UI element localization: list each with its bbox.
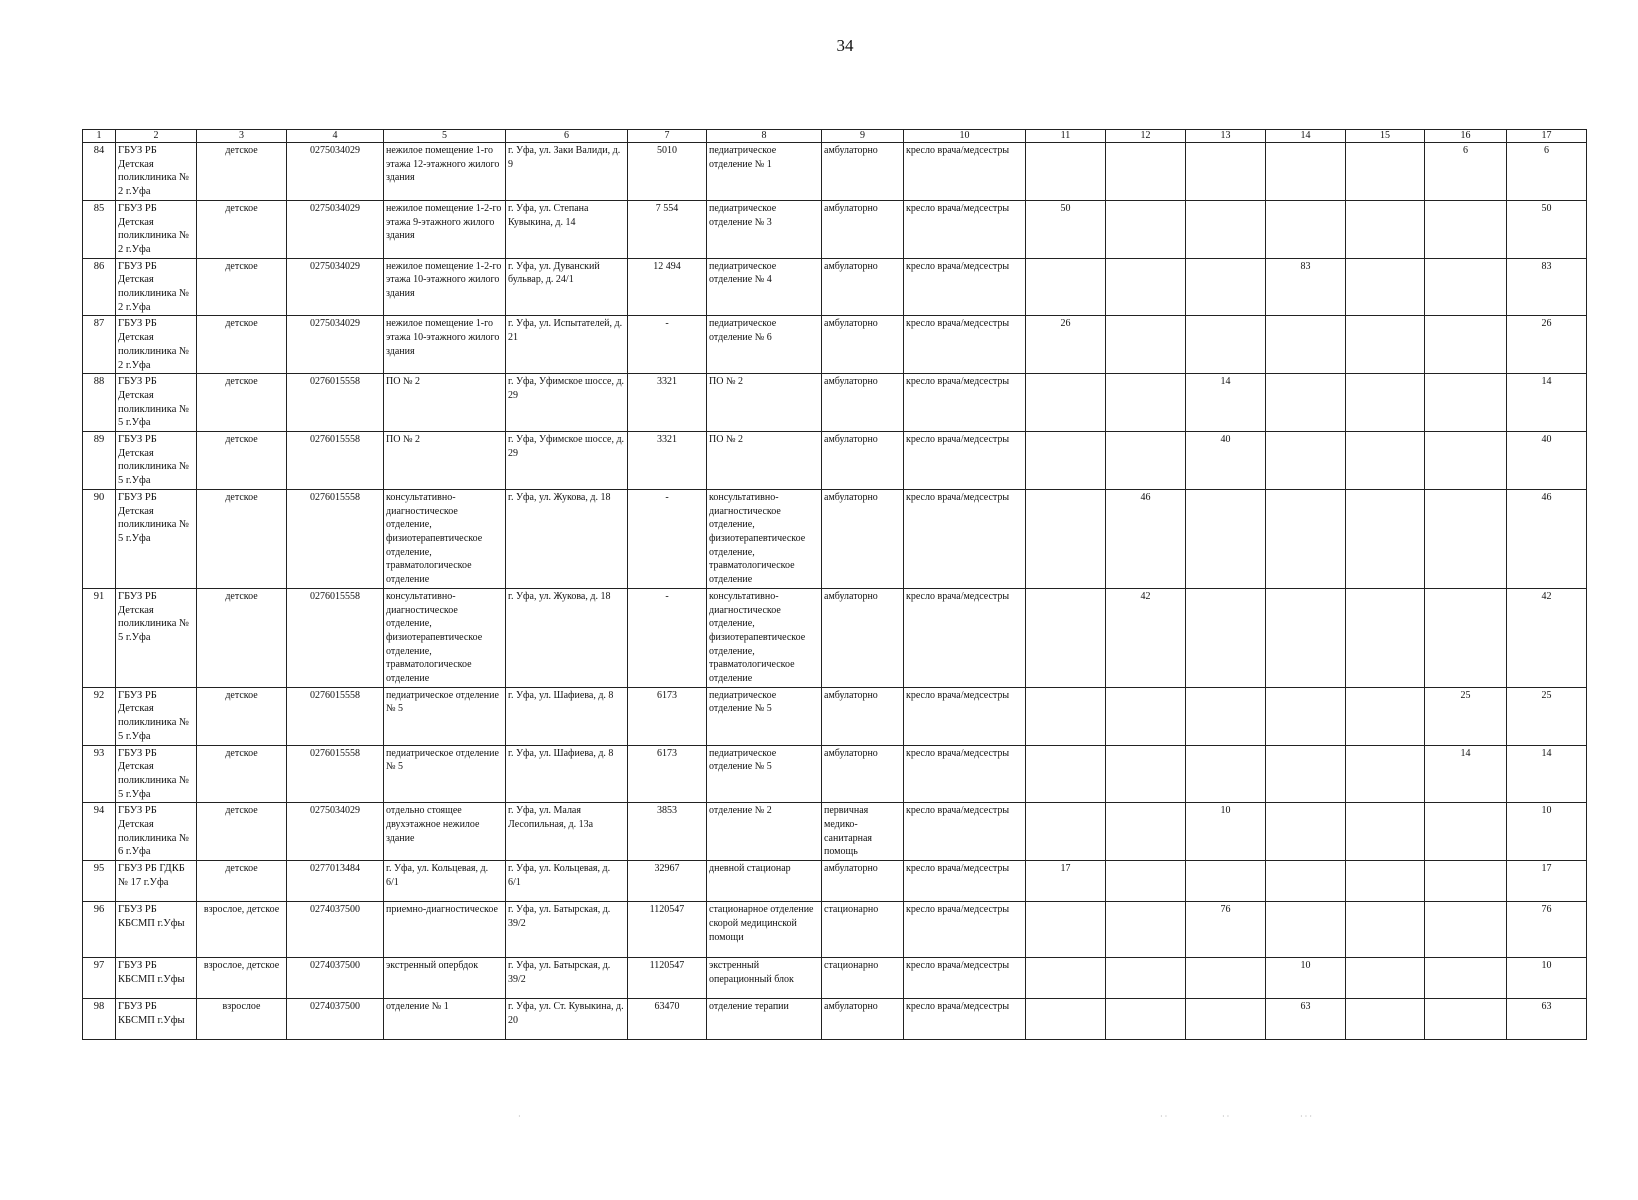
cell-inn: 0276015558 <box>287 489 384 588</box>
cell-inn: 0276015558 <box>287 432 384 490</box>
cell-c14 <box>1266 803 1346 861</box>
column-header: 13 <box>1186 130 1266 143</box>
cell-c13 <box>1186 999 1266 1040</box>
table-row <box>83 999 1587 1040</box>
cell-n: 93 <box>83 745 116 803</box>
cell-n: 89 <box>83 432 116 490</box>
cell-c16: 14 <box>1425 745 1507 803</box>
cell-c12 <box>1106 258 1186 316</box>
cell-inn: 0276015558 <box>287 374 384 432</box>
cell-c14: 10 <box>1266 958 1346 999</box>
cell-area: 5010 <box>628 143 707 201</box>
cell-mode: амбулаторно <box>822 432 904 490</box>
column-header: 4 <box>287 130 384 143</box>
cell-area: 3321 <box>628 374 707 432</box>
column-header: 17 <box>1507 130 1587 143</box>
cell-n: 97 <box>83 958 116 999</box>
cell-n: 85 <box>83 200 116 258</box>
cell-c15 <box>1346 803 1425 861</box>
cell-equipment: кресло врача/медсестры <box>904 902 1026 958</box>
cell-c11 <box>1026 258 1106 316</box>
cell-mode: амбулаторно <box>822 687 904 745</box>
cell-area: 6173 <box>628 745 707 803</box>
table-row <box>83 374 1587 432</box>
cell-type: детское <box>197 200 287 258</box>
cell-org: ГБУЗ РБ Детская поликлиника № 2 г.Уфа <box>116 258 197 316</box>
cell-equipment: кресло врача/медсестры <box>904 374 1026 432</box>
cell-c14 <box>1266 432 1346 490</box>
cell-c16 <box>1425 316 1507 374</box>
cell-c17: 46 <box>1507 489 1587 588</box>
cell-n: 90 <box>83 489 116 588</box>
cell-unit: отделение № 2 <box>707 803 822 861</box>
table-row <box>83 432 1587 490</box>
cell-address: г. Уфа, ул. Малая Лесопильная, д. 13а <box>506 803 628 861</box>
column-header: 9 <box>822 130 904 143</box>
cell-c16 <box>1425 861 1507 902</box>
cell-c11 <box>1026 958 1106 999</box>
cell-address: г. Уфа, ул. Батырская, д. 39/2 <box>506 902 628 958</box>
cell-mode: амбулаторно <box>822 200 904 258</box>
cell-c15 <box>1346 588 1425 687</box>
cell-unit: педиатрическое отделение № 5 <box>707 745 822 803</box>
cell-premises: педиатрическое отделение № 5 <box>384 745 506 803</box>
cell-c11 <box>1026 432 1106 490</box>
cell-mode: амбулаторно <box>822 999 904 1040</box>
cell-c14 <box>1266 200 1346 258</box>
cell-n: 94 <box>83 803 116 861</box>
cell-area: 3321 <box>628 432 707 490</box>
cell-c13 <box>1186 588 1266 687</box>
cell-inn: 0277013484 <box>287 861 384 902</box>
cell-c15 <box>1346 745 1425 803</box>
cell-mode: амбулаторно <box>822 745 904 803</box>
cell-area: - <box>628 489 707 588</box>
cell-c12 <box>1106 745 1186 803</box>
cell-c13 <box>1186 258 1266 316</box>
cell-c13 <box>1186 200 1266 258</box>
column-header: 16 <box>1425 130 1507 143</box>
cell-c11 <box>1026 745 1106 803</box>
cell-address: г. Уфа, Уфимское шоссе, д. 29 <box>506 432 628 490</box>
cell-org: ГБУЗ РБ Детская поликлиника № 5 г.Уфа <box>116 745 197 803</box>
cell-type: детское <box>197 687 287 745</box>
column-header: 1 <box>83 130 116 143</box>
cell-c17: 26 <box>1507 316 1587 374</box>
cell-mode: амбулаторно <box>822 489 904 588</box>
cell-c15 <box>1346 958 1425 999</box>
table-row <box>83 687 1587 745</box>
cell-c14 <box>1266 745 1346 803</box>
cell-c16 <box>1425 489 1507 588</box>
cell-premises: ПО № 2 <box>384 374 506 432</box>
cell-inn: 0276015558 <box>287 588 384 687</box>
cell-c16 <box>1425 588 1507 687</box>
cell-inn: 0274037500 <box>287 902 384 958</box>
cell-c12 <box>1106 902 1186 958</box>
cell-unit: стационарное отделение скорой медицинской помощи <box>707 902 822 958</box>
cell-equipment: кресло врача/медсестры <box>904 489 1026 588</box>
cell-address: г. Уфа, ул. Испытателей, д. 21 <box>506 316 628 374</box>
cell-equipment: кресло врача/медсестры <box>904 143 1026 201</box>
cell-c15 <box>1346 999 1425 1040</box>
cell-c15 <box>1346 432 1425 490</box>
cell-area: - <box>628 588 707 687</box>
cell-org: ГБУЗ РБ Детская поликлиника № 5 г.Уфа <box>116 489 197 588</box>
cell-type: взрослое, детское <box>197 902 287 958</box>
cell-c12 <box>1106 316 1186 374</box>
cell-c13: 76 <box>1186 902 1266 958</box>
cell-n: 98 <box>83 999 116 1040</box>
cell-c11: 50 <box>1026 200 1106 258</box>
cell-c12 <box>1106 200 1186 258</box>
cell-type: детское <box>197 316 287 374</box>
cell-type: детское <box>197 258 287 316</box>
cell-org: ГБУЗ РБ Детская поликлиника № 5 г.Уфа <box>116 432 197 490</box>
column-header: 15 <box>1346 130 1425 143</box>
cell-mode: стационарно <box>822 958 904 999</box>
cell-unit: консультативно-диагностическое отделение, физиотерапевтическое отделение, травматологическое отделение <box>707 489 822 588</box>
cell-c14 <box>1266 374 1346 432</box>
cell-equipment: кресло врача/медсестры <box>904 861 1026 902</box>
cell-premises: нежилое помещение 1-го этажа 12-этажного жилого здания <box>384 143 506 201</box>
table-row <box>83 143 1587 201</box>
cell-c14 <box>1266 316 1346 374</box>
table-row <box>83 489 1587 588</box>
cell-area: 6173 <box>628 687 707 745</box>
cell-org: ГБУЗ РБ Детская поликлиника № 5 г.Уфа <box>116 374 197 432</box>
cell-equipment: кресло врача/медсестры <box>904 687 1026 745</box>
cell-c11 <box>1026 588 1106 687</box>
cell-c12 <box>1106 803 1186 861</box>
cell-inn: 0275034029 <box>287 258 384 316</box>
cell-org: ГБУЗ РБ Детская поликлиника № 2 г.Уфа <box>116 143 197 201</box>
cell-org: ГБУЗ РБ КБСМП г.Уфы <box>116 902 197 958</box>
cell-n: 87 <box>83 316 116 374</box>
cell-mode: амбулаторно <box>822 374 904 432</box>
cell-c13 <box>1186 687 1266 745</box>
cell-inn: 0274037500 <box>287 958 384 999</box>
cell-c12 <box>1106 861 1186 902</box>
cell-c13 <box>1186 861 1266 902</box>
cell-c13 <box>1186 745 1266 803</box>
cell-c16 <box>1425 958 1507 999</box>
cell-c12 <box>1106 958 1186 999</box>
cell-c17: 10 <box>1507 958 1587 999</box>
cell-c11 <box>1026 803 1106 861</box>
cell-c15 <box>1346 316 1425 374</box>
cell-address: г. Уфа, ул. Ст. Кувыкина, д. 20 <box>506 999 628 1040</box>
column-header: 14 <box>1266 130 1346 143</box>
cell-c11: 17 <box>1026 861 1106 902</box>
cell-inn: 0276015558 <box>287 687 384 745</box>
cell-c14: 83 <box>1266 258 1346 316</box>
cell-type: взрослое, детское <box>197 958 287 999</box>
column-header: 8 <box>707 130 822 143</box>
cell-c16: 25 <box>1425 687 1507 745</box>
cell-c15 <box>1346 489 1425 588</box>
cell-c13: 14 <box>1186 374 1266 432</box>
cell-inn: 0275034029 <box>287 316 384 374</box>
cell-premises: консультативно-диагностическое отделение, физиотерапевтическое отделение, травматологическое отделение <box>384 588 506 687</box>
cell-type: детское <box>197 803 287 861</box>
table-row <box>83 588 1587 687</box>
cell-unit: консультативно-диагностическое отделение, физиотерапевтическое отделение, травматологическое отделение <box>707 588 822 687</box>
cell-c12 <box>1106 374 1186 432</box>
cell-c16 <box>1425 803 1507 861</box>
cell-org: ГБУЗ РБ КБСМП г.Уфы <box>116 999 197 1040</box>
cell-org: ГБУЗ РБ Детская поликлиника № 5 г.Уфа <box>116 687 197 745</box>
cell-c16: 6 <box>1425 143 1507 201</box>
cell-c11 <box>1026 489 1106 588</box>
cell-equipment: кресло врача/медсестры <box>904 958 1026 999</box>
cell-c13 <box>1186 143 1266 201</box>
cell-address: г. Уфа, ул. Шафиева, д. 8 <box>506 687 628 745</box>
column-header: 11 <box>1026 130 1106 143</box>
cell-equipment: кресло врача/медсестры <box>904 588 1026 687</box>
cell-c13 <box>1186 316 1266 374</box>
cell-c11 <box>1026 143 1106 201</box>
cell-address: г. Уфа, ул. Дуванский бульвар, д. 24/1 <box>506 258 628 316</box>
cell-c11 <box>1026 374 1106 432</box>
cell-c17: 76 <box>1507 902 1587 958</box>
cell-unit: педиатрическое отделение № 3 <box>707 200 822 258</box>
cell-equipment: кресло врача/медсестры <box>904 745 1026 803</box>
table-row <box>83 745 1587 803</box>
cell-mode: амбулаторно <box>822 588 904 687</box>
cell-c17: 25 <box>1507 687 1587 745</box>
cell-area: 32967 <box>628 861 707 902</box>
cell-area: - <box>628 316 707 374</box>
cell-area: 12 494 <box>628 258 707 316</box>
table-row <box>83 258 1587 316</box>
cell-mode: стационарно <box>822 902 904 958</box>
cell-unit: педиатрическое отделение № 5 <box>707 687 822 745</box>
cell-address: г. Уфа, ул. Степана Кувыкина, д. 14 <box>506 200 628 258</box>
cell-c12 <box>1106 432 1186 490</box>
cell-c17: 40 <box>1507 432 1587 490</box>
cell-unit: дневной стационар <box>707 861 822 902</box>
table-row <box>83 902 1587 958</box>
cell-type: детское <box>197 374 287 432</box>
cell-c17: 42 <box>1507 588 1587 687</box>
cell-org: ГБУЗ РБ Детская поликлиника № 6 г.Уфа <box>116 803 197 861</box>
cell-c14 <box>1266 489 1346 588</box>
cell-area: 1120547 <box>628 902 707 958</box>
cell-type: детское <box>197 432 287 490</box>
cell-c17: 63 <box>1507 999 1587 1040</box>
cell-c14 <box>1266 588 1346 687</box>
cell-premises: отдельно стоящее двухэтажное нежилое здание <box>384 803 506 861</box>
cell-c16 <box>1425 902 1507 958</box>
cell-unit: ПО № 2 <box>707 432 822 490</box>
cell-c17: 17 <box>1507 861 1587 902</box>
cell-c17: 10 <box>1507 803 1587 861</box>
cell-type: взрослое <box>197 999 287 1040</box>
cell-c16 <box>1425 374 1507 432</box>
column-header: 7 <box>628 130 707 143</box>
cell-address: г. Уфа, ул. Шафиева, д. 8 <box>506 745 628 803</box>
cell-c11 <box>1026 999 1106 1040</box>
cell-premises: ПО № 2 <box>384 432 506 490</box>
cell-inn: 0274037500 <box>287 999 384 1040</box>
cell-area: 3853 <box>628 803 707 861</box>
cell-org: ГБУЗ РБ КБСМП г.Уфы <box>116 958 197 999</box>
cell-c15 <box>1346 902 1425 958</box>
cell-equipment: кресло врача/медсестры <box>904 200 1026 258</box>
table-row <box>83 316 1587 374</box>
cell-c11: 26 <box>1026 316 1106 374</box>
cell-address: г. Уфа, Уфимское шоссе, д. 29 <box>506 374 628 432</box>
cell-address: г. Уфа, ул. Жукова, д. 18 <box>506 489 628 588</box>
cell-c15 <box>1346 143 1425 201</box>
cell-type: детское <box>197 143 287 201</box>
cell-equipment: кресло врача/медсестры <box>904 432 1026 490</box>
cell-c16 <box>1425 200 1507 258</box>
cell-equipment: кресло врача/медсестры <box>904 999 1026 1040</box>
cell-mode: амбулаторно <box>822 143 904 201</box>
cell-c14 <box>1266 687 1346 745</box>
cell-type: детское <box>197 745 287 803</box>
cell-inn: 0276015558 <box>287 745 384 803</box>
table-row <box>83 803 1587 861</box>
cell-address: г. Уфа, ул. Батырская, д. 39/2 <box>506 958 628 999</box>
cell-c13: 40 <box>1186 432 1266 490</box>
cell-equipment: кресло врача/медсестры <box>904 258 1026 316</box>
cell-premises: нежилое помещение 1-2-го этажа 10-этажного жилого здания <box>384 258 506 316</box>
cell-premises: нежилое помещение 1-го этажа 10-этажного жилого здания <box>384 316 506 374</box>
cell-c16 <box>1425 432 1507 490</box>
column-header: 10 <box>904 130 1026 143</box>
cell-c14: 63 <box>1266 999 1346 1040</box>
cell-n: 92 <box>83 687 116 745</box>
cell-premises: педиатрическое отделение № 5 <box>384 687 506 745</box>
cell-c15 <box>1346 687 1425 745</box>
cell-unit: педиатрическое отделение № 6 <box>707 316 822 374</box>
cell-n: 88 <box>83 374 116 432</box>
cell-c12: 42 <box>1106 588 1186 687</box>
cell-premises: консультативно-диагностическое отделение, физиотерапевтическое отделение, травматологическое отделение <box>384 489 506 588</box>
cell-c15 <box>1346 200 1425 258</box>
cell-unit: экстренный операционный блок <box>707 958 822 999</box>
cell-n: 86 <box>83 258 116 316</box>
cell-premises: приемно-диагностическое <box>384 902 506 958</box>
cell-inn: 0275034029 <box>287 803 384 861</box>
cell-c11 <box>1026 902 1106 958</box>
table-row <box>83 200 1587 258</box>
data-table-container <box>82 129 1587 1040</box>
cell-n: 91 <box>83 588 116 687</box>
table-row <box>83 861 1587 902</box>
cell-inn: 0275034029 <box>287 143 384 201</box>
cell-unit: педиатрическое отделение № 1 <box>707 143 822 201</box>
cell-inn: 0275034029 <box>287 200 384 258</box>
cell-n: 84 <box>83 143 116 201</box>
column-header: 6 <box>506 130 628 143</box>
cell-c12: 46 <box>1106 489 1186 588</box>
cell-premises: экстренный опербдок <box>384 958 506 999</box>
cell-c12 <box>1106 143 1186 201</box>
cell-area: 1120547 <box>628 958 707 999</box>
cell-c12 <box>1106 687 1186 745</box>
cell-c13 <box>1186 958 1266 999</box>
cell-c17: 14 <box>1507 374 1587 432</box>
table-row <box>83 958 1587 999</box>
cell-type: детское <box>197 489 287 588</box>
cell-org: ГБУЗ РБ Детская поликлиника № 5 г.Уфа <box>116 588 197 687</box>
cell-c16 <box>1425 999 1507 1040</box>
cell-c11 <box>1026 687 1106 745</box>
column-header: 5 <box>384 130 506 143</box>
cell-area: 63470 <box>628 999 707 1040</box>
cell-org: ГБУЗ РБ Детская поликлиника № 2 г.Уфа <box>116 200 197 258</box>
cell-c17: 6 <box>1507 143 1587 201</box>
cell-address: г. Уфа, ул. Кольцевая, д. 6/1 <box>506 861 628 902</box>
data-table <box>82 129 1587 1040</box>
cell-org: ГБУЗ РБ ГДКБ № 17 г.Уфа <box>116 861 197 902</box>
cell-c15 <box>1346 374 1425 432</box>
cell-c17: 83 <box>1507 258 1587 316</box>
cell-unit: педиатрическое отделение № 4 <box>707 258 822 316</box>
cell-address: г. Уфа, ул. Жукова, д. 18 <box>506 588 628 687</box>
column-header: 3 <box>197 130 287 143</box>
cell-c13: 10 <box>1186 803 1266 861</box>
cell-org: ГБУЗ РБ Детская поликлиника № 2 г.Уфа <box>116 316 197 374</box>
cell-premises: отделение № 1 <box>384 999 506 1040</box>
cell-mode: первичная медико-санитарная помощь <box>822 803 904 861</box>
cell-type: детское <box>197 588 287 687</box>
header-row <box>83 130 1587 143</box>
cell-mode: амбулаторно <box>822 316 904 374</box>
column-header: 12 <box>1106 130 1186 143</box>
cell-c14 <box>1266 861 1346 902</box>
cell-mode: амбулаторно <box>822 861 904 902</box>
cell-equipment: кресло врача/медсестры <box>904 316 1026 374</box>
cell-premises: г. Уфа, ул. Кольцевая, д. 6/1 <box>384 861 506 902</box>
cell-c12 <box>1106 999 1186 1040</box>
cell-c15 <box>1346 258 1425 316</box>
cell-c16 <box>1425 258 1507 316</box>
cell-c17: 50 <box>1507 200 1587 258</box>
cell-unit: ПО № 2 <box>707 374 822 432</box>
cell-premises: нежилое помещение 1-2-го этажа 9-этажного жилого здания <box>384 200 506 258</box>
cell-type: детское <box>197 861 287 902</box>
cell-area: 7 554 <box>628 200 707 258</box>
cell-mode: амбулаторно <box>822 258 904 316</box>
cell-n: 95 <box>83 861 116 902</box>
cell-address: г. Уфа, ул. Заки Валиди, д. 9 <box>506 143 628 201</box>
cell-c15 <box>1346 861 1425 902</box>
cell-c13 <box>1186 489 1266 588</box>
cell-c17: 14 <box>1507 745 1587 803</box>
cell-c14 <box>1266 902 1346 958</box>
cell-equipment: кресло врача/медсестры <box>904 803 1026 861</box>
column-header: 2 <box>116 130 197 143</box>
cell-c14 <box>1266 143 1346 201</box>
page-number: 34 <box>836 36 854 55</box>
cell-n: 96 <box>83 902 116 958</box>
cell-unit: отделение терапии <box>707 999 822 1040</box>
